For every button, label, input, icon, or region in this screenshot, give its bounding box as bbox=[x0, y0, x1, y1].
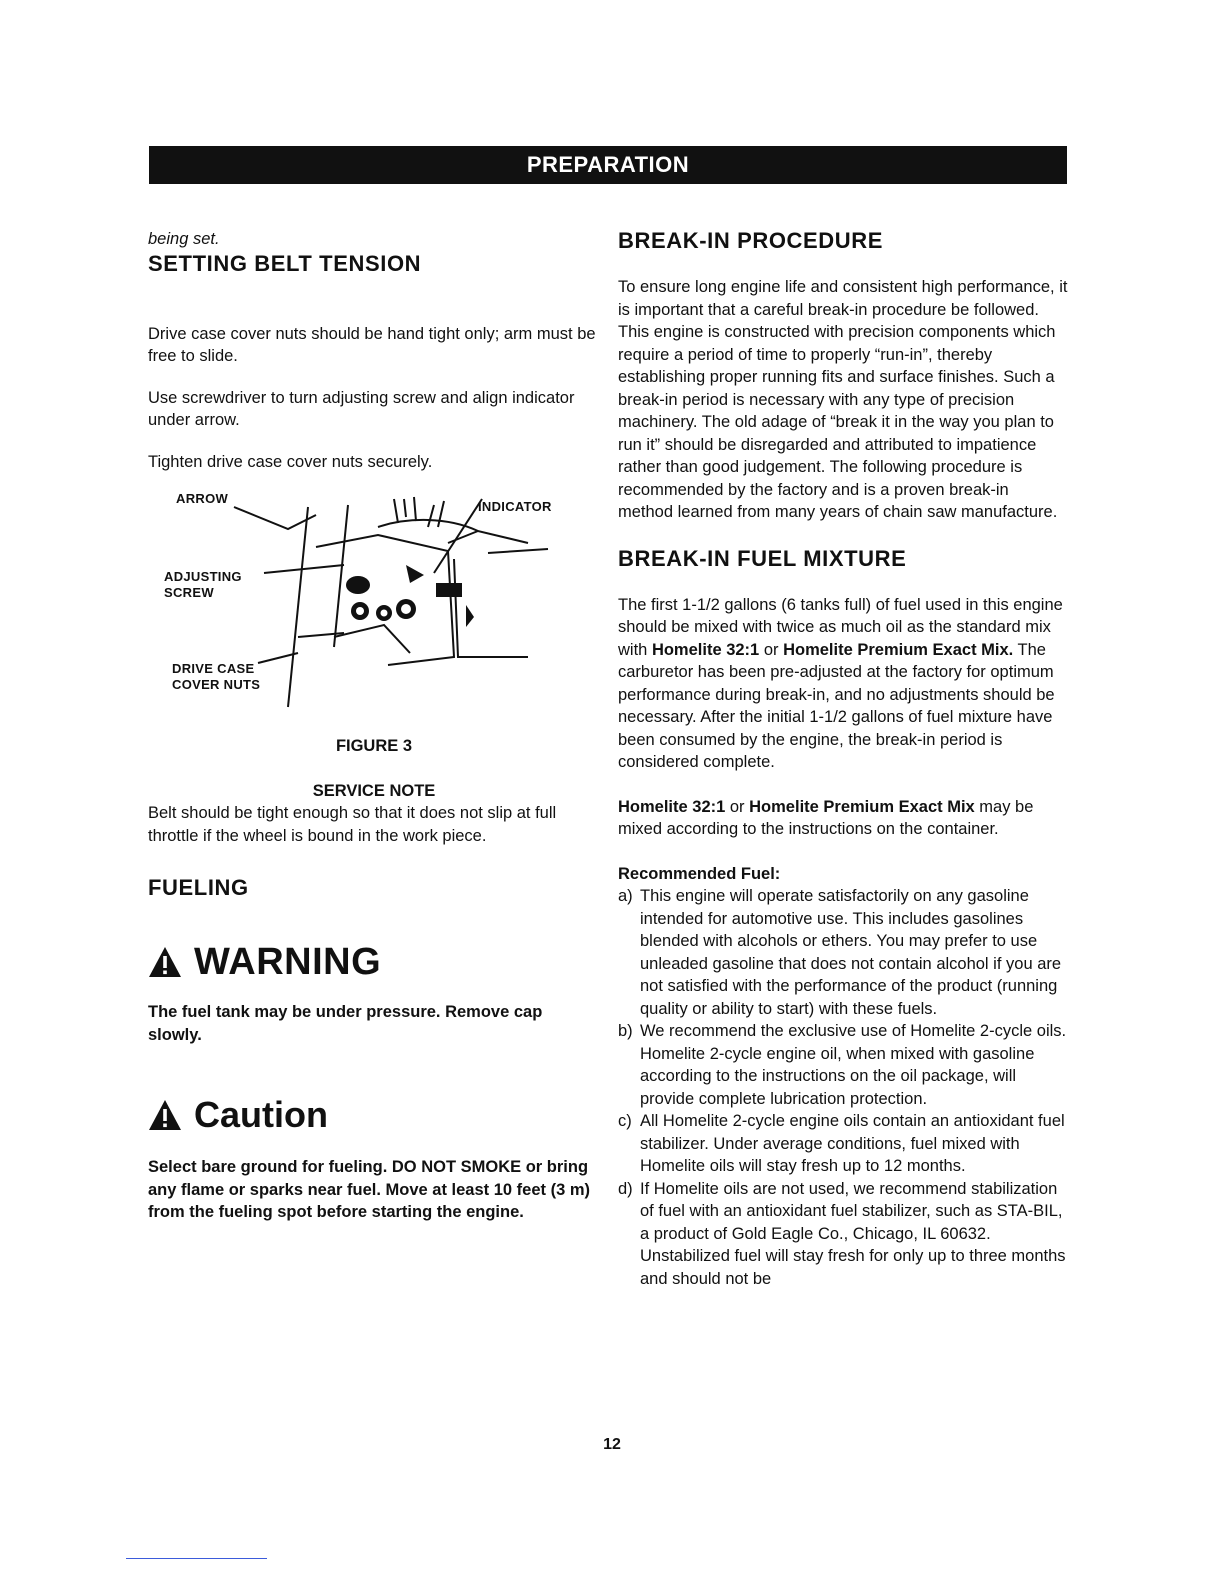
fuel-mix-bold-2: Homelite Premium Exact Mix. bbox=[783, 640, 1014, 659]
list-item-text: All Homelite 2-cycle engine oils contain an antioxidant fuel stabilizer. Under average conditions, fuel mixed with Homelite oils will stay fresh up to 12 months. bbox=[640, 1112, 1065, 1175]
caution-text: Select bare ground for fueling. DO NOT SMOKE or bring any flame or sparks near fuel. Move at least 10 feet (3 m) from the fueling spot before starting the engine. bbox=[148, 1158, 591, 1221]
label-arrow: ARROW bbox=[176, 491, 229, 506]
recommended-fuel-title: Recommended Fuel: bbox=[618, 864, 781, 883]
figure-3-illustration bbox=[148, 487, 600, 717]
fuel-mix-bold-1: Homelite 32:1 bbox=[651, 640, 760, 659]
figure-caption: FIGURE 3 bbox=[335, 737, 413, 755]
right-column bbox=[618, 228, 1068, 1290]
fuel-mix-text-b: or bbox=[759, 640, 784, 659]
label-screw: SCREW bbox=[164, 585, 214, 600]
fuel-mixture-heading: BREAK-IN FUEL MIXTURE bbox=[618, 545, 907, 571]
label-drive-case: DRIVE CASE bbox=[172, 661, 255, 676]
belt-paragraph-3: Tighten drive case cover nuts securely. bbox=[148, 452, 433, 471]
label-indicator: INDICATOR bbox=[478, 499, 552, 514]
list-item-text: If Homelite oils are not used, we recommend stabilization of fuel with an antioxidant fuel stabilizer, such as STA-BIL, a product of Gold Eagle Co., Chicago, IL 60632. Unstabilized fuel will stay fresh for only up to three months and should not be bbox=[640, 1179, 1066, 1288]
warning-triangle-icon bbox=[148, 946, 182, 978]
mix-instructions-text bbox=[618, 796, 1068, 841]
caution-heading bbox=[148, 1092, 600, 1138]
fuel-mix-text-c: The carburetor has been pre-adjusted at the factory for optimum performance during break-in, and no adjustments should be necessary. After the initial 1-1/2 gallons of fuel mixture have been consumed by the engine, the break-in period is considered complete. bbox=[618, 640, 1055, 771]
page-number: 12 bbox=[603, 1436, 621, 1453]
list-item-mark: c) bbox=[618, 1112, 632, 1130]
list-item-mark: a) bbox=[618, 887, 633, 905]
list-item bbox=[618, 1110, 1068, 1178]
list-item bbox=[618, 885, 1068, 1020]
list-item-text: We recommend the exclusive use of Homelite 2-cycle oils. Homelite 2-cycle engine oil, when mixed with gasoline according to the instructions on the oil package, will provide complete lubrication protection. bbox=[640, 1022, 1067, 1108]
belt-paragraph-1: Drive case cover nuts should be hand tight only; arm must be free to slide. bbox=[148, 324, 596, 365]
mix-bold-1: Homelite 32:1 bbox=[618, 797, 726, 816]
warning-text: The fuel tank may be under pressure. Remove cap slowly. bbox=[148, 1003, 543, 1044]
breakin-heading: BREAK-IN PROCEDURE bbox=[618, 228, 884, 253]
recommended-fuel-list bbox=[618, 885, 1068, 1290]
list-item-text: This engine will operate satisfactorily on any gasoline intended for automotive use. This includes gasolines blended with alcohols or ethers. You may prefer to use unleaded gasoline that does not contain alcohol if you are not satisfied with the performance of the product (running quality or ability to start) with these fuels. bbox=[640, 887, 1062, 1018]
mix-text-a: or bbox=[725, 797, 750, 816]
label-adjusting: ADJUSTING bbox=[164, 569, 242, 584]
fuel-mix-text-a: The first 1-1/2 gallons (6 tanks full) of fuel used in this engine should be mixed with twice as much oil as the standard mix with bbox=[618, 595, 1063, 659]
service-note-title: SERVICE NOTE bbox=[312, 781, 436, 800]
list-item bbox=[618, 1178, 1068, 1291]
belt-paragraph-2: Use screwdriver to turn adjusting screw and align indicator under arrow. bbox=[148, 388, 575, 429]
warning-title: WARNING bbox=[194, 941, 382, 983]
mix-text-b: may be mixed according to the instructions on the container. bbox=[618, 797, 1034, 838]
belt-tension-heading: SETTING BELT TENSION bbox=[148, 250, 422, 276]
fuel-mixture-text bbox=[618, 594, 1068, 774]
list-item bbox=[618, 1020, 1068, 1110]
caution-triangle-icon bbox=[148, 1099, 182, 1131]
section-banner: PREPARATION bbox=[149, 146, 1067, 184]
mix-bold-2: Homelite Premium Exact Mix bbox=[749, 797, 975, 816]
breakin-text: To ensure long engine life and consistent high performance, it is important that a careful break-in procedure be followed. This engine is constructed with precision components which require a period of time to properly “run-in”, thereby establishing proper running fits and surface finishes. Such a break-in period is necessary with any type of precision machinery. The old adage of “break it in the way you plan to run it” should be disregarded and attributed to impatience rather than good judgement. The following procedure is recommended by the factory and is a proven break-in method learned from many years of chain saw manufacture. bbox=[618, 278, 1068, 521]
list-item-mark: d) bbox=[618, 1179, 633, 1198]
left-column bbox=[148, 228, 600, 1224]
footer-rule bbox=[126, 1558, 267, 1559]
label-cover-nuts: COVER NUTS bbox=[172, 677, 261, 692]
warning-heading bbox=[148, 939, 600, 985]
service-note-text: Belt should be tight enough so that it does not slip at full throttle if the wheel is bound in the work piece. bbox=[148, 804, 557, 845]
continuation-text: being set. bbox=[148, 230, 220, 248]
list-item-mark: b) bbox=[618, 1022, 633, 1040]
caution-title: Caution bbox=[194, 1094, 328, 1135]
fueling-heading: FUELING bbox=[148, 875, 249, 900]
